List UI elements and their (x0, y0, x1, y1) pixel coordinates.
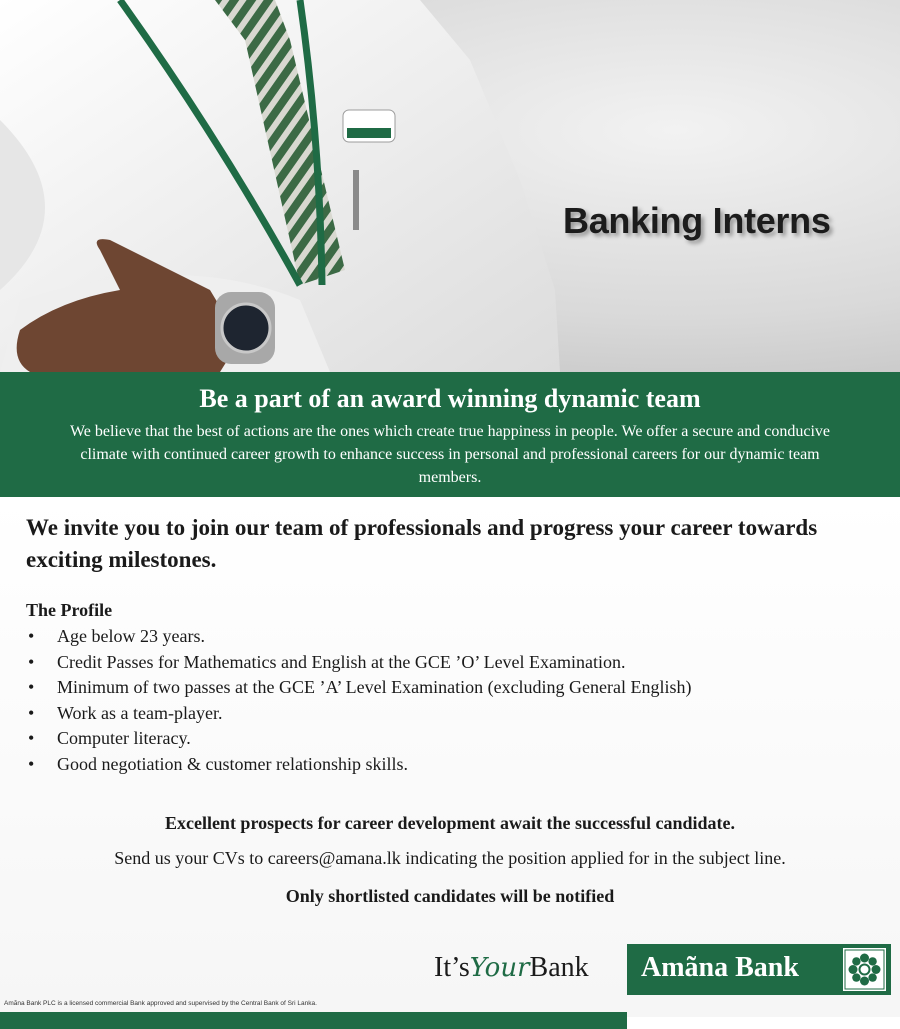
band-text: We believe that the best of actions are the ones which create true happiness in people. We offer a secure and conducive climate with continued career growth to enhance success in personal and professional careers for our dynamic team members. (69, 423, 831, 486)
tagline-bank: Bank (529, 952, 589, 983)
bullet-icon: • (28, 753, 35, 774)
list-item-text: Age below 23 years. (57, 626, 205, 646)
bullet-icon: • (28, 626, 35, 646)
list-item-text: Computer literacy. (57, 728, 191, 749)
list-item (26, 624, 692, 650)
page-title: Banking Interns (563, 200, 831, 241)
bullet-icon: • (28, 702, 35, 723)
flower-emblem-icon (843, 948, 886, 991)
disclaimer: Amãna Bank PLC is a licensed commercial Bank approved and supervised by the Central Bank of Sri Lanka. (4, 1000, 317, 1007)
bullet-icon: • (28, 677, 35, 698)
main-content (0, 497, 900, 1017)
intro-band (0, 372, 900, 497)
list-item-text: Work as a team-player. (57, 702, 223, 723)
list-item-text: Good negotiation & customer relationship skills. (57, 753, 408, 774)
brand-logo-box (627, 944, 891, 995)
profile-heading: The Profile (26, 600, 113, 620)
list-item-text: Minimum of two passes at the GCE ’A’ Level Examination (excluding General English) (57, 677, 692, 698)
tagline (434, 952, 589, 984)
list-item (26, 675, 692, 701)
brand-name: Amãna Bank (641, 952, 799, 983)
bullet-icon: • (28, 728, 35, 749)
prospects-text: Excellent prospects for career development await the successful candidate. (164, 813, 736, 833)
band-heading: Be a part of an award winning dynamic team (199, 384, 701, 413)
send-cv-text: Send us your CVs to careers@amana.lk indicating the position applied for in the subject line. (114, 848, 786, 868)
list-item (26, 726, 692, 752)
bullet-icon: • (28, 651, 35, 672)
invite-heading: We invite you to join our team of professionals and progress your career towards exciting milestones. (26, 515, 818, 572)
tagline-your: Your (469, 953, 530, 983)
bottom-bar (0, 1012, 627, 1029)
hero-photo (0, 0, 900, 372)
list-item (26, 701, 692, 727)
list-item-text: Credit Passes for Mathematics and English at the GCE ’O’ Level Examination. (57, 651, 626, 672)
shortlist-notice: Only shortlisted candidates will be notified (285, 886, 615, 906)
list-item (26, 752, 692, 778)
hero-banner (0, 0, 900, 372)
tagline-prefix: It’s (434, 952, 470, 983)
list-item (26, 650, 692, 676)
profile-list (26, 624, 692, 778)
